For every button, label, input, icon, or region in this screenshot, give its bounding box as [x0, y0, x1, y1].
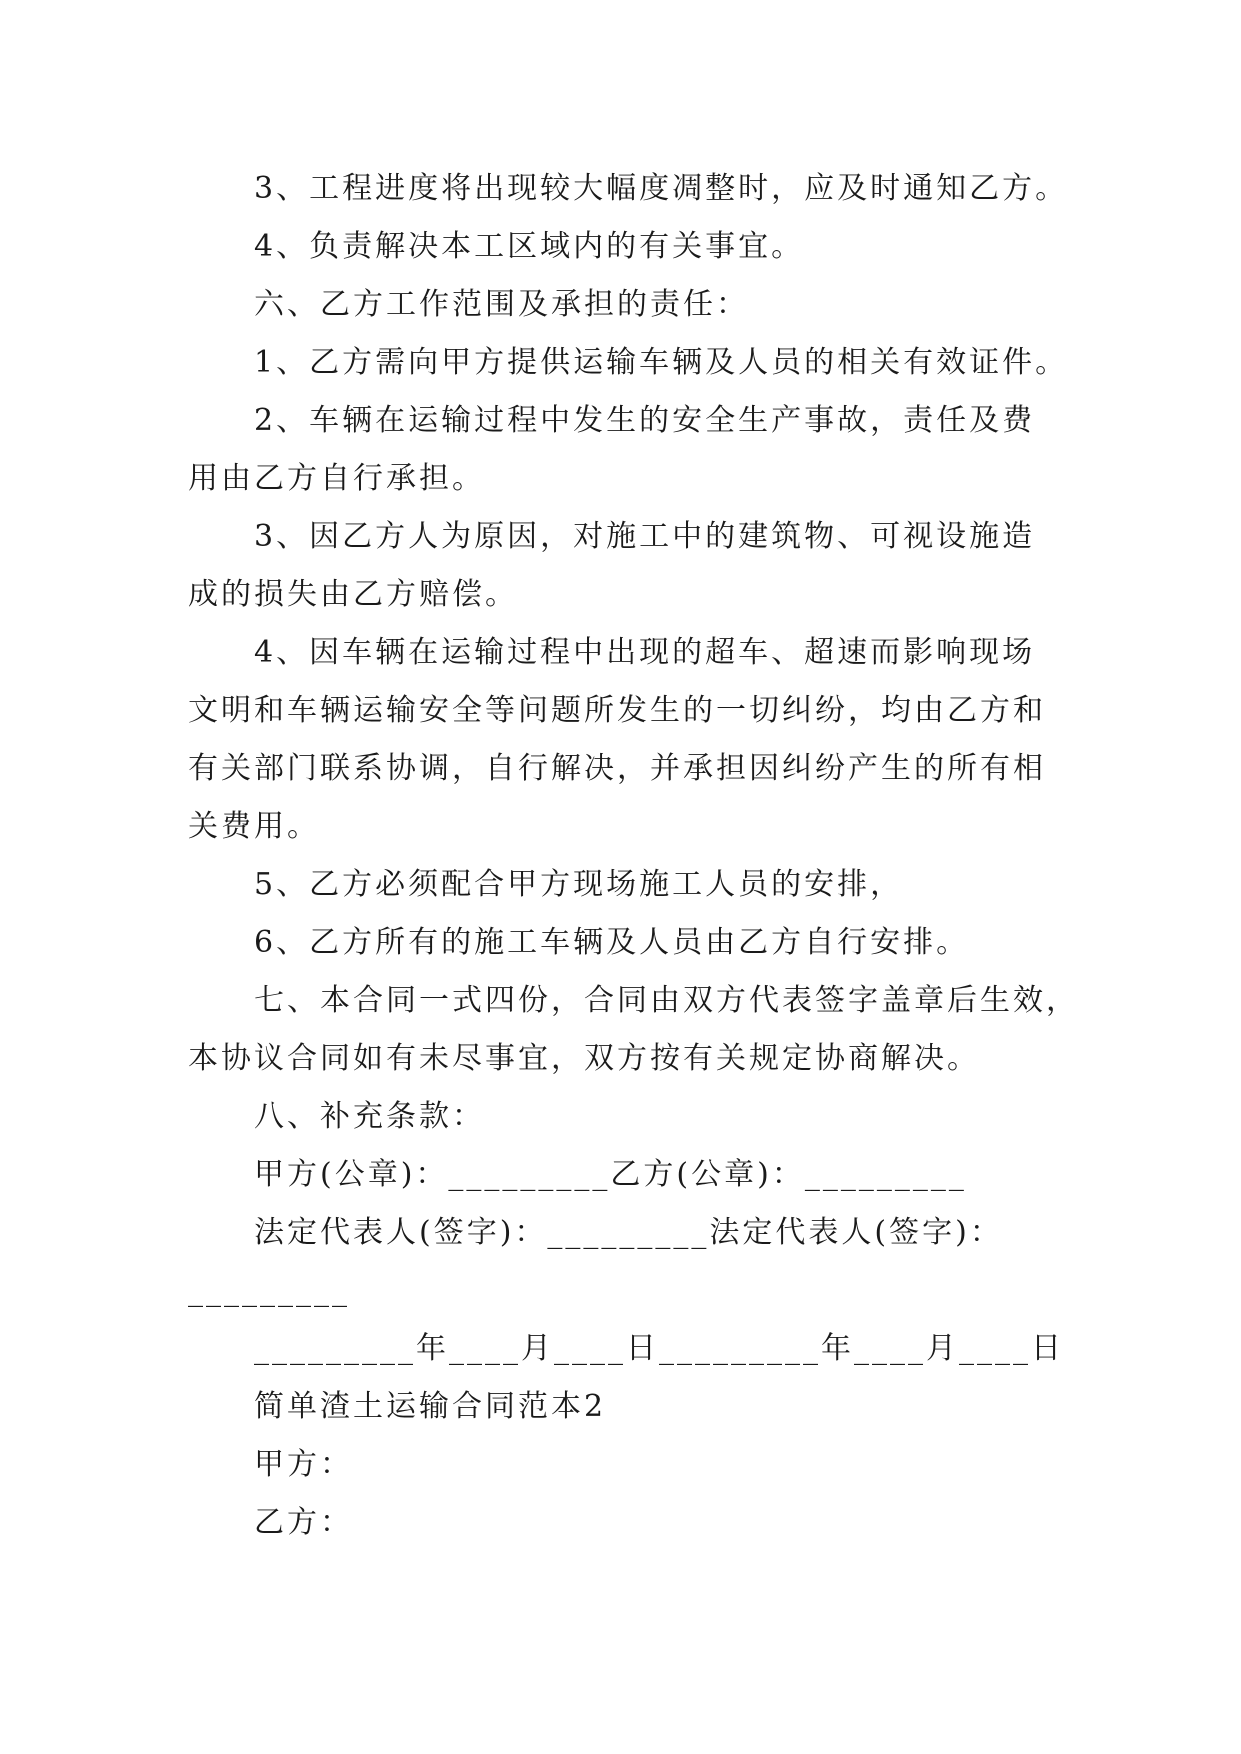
- clause-6-5-text: 5、乙方必须配合甲方现场施工人员的安排，: [254, 867, 904, 902]
- section-6-heading-text: 六、乙方工作范围及承担的责任：: [254, 287, 749, 322]
- clause-6-1-text: 1、乙方需向甲方提供运输车辆及人员的相关有效证件。: [254, 345, 1069, 380]
- clause-6-1: [188, 334, 1068, 392]
- clause-6-4-line-2: 文明和车辆运输安全等问题所发生的一切纠纷，均由乙方和: [188, 693, 1046, 728]
- party-a-label-text: 甲方：: [254, 1447, 353, 1482]
- clause-6-3: [188, 508, 1068, 624]
- date-line: [188, 1320, 1068, 1378]
- party-b-label: [188, 1494, 1068, 1552]
- clause-6-5: [188, 856, 1068, 914]
- signature-line: [188, 1204, 1068, 1320]
- section-6-heading: [188, 276, 1068, 334]
- template-2-title: [188, 1378, 1068, 1436]
- section-7: [188, 972, 1079, 1088]
- party-a-label: [188, 1436, 1068, 1494]
- seal-line-text: 甲方(公章)：_________乙方(公章)：_________: [254, 1157, 967, 1192]
- section-8-heading: [188, 1088, 1068, 1146]
- clause-6-2: [188, 392, 1068, 508]
- clause-5-4: [188, 218, 1068, 276]
- signature-line-2: _________: [188, 1273, 350, 1308]
- clause-6-6-text: 6、乙方所有的施工车辆及人员由乙方自行安排。: [254, 925, 970, 960]
- contract-body: [188, 160, 1079, 1552]
- section-7-line-1: 七、本合同一式四份，合同由双方代表签字盖章后生效，: [254, 983, 1079, 1018]
- date-line-text: _________年____月____日_________年____月____日: [254, 1331, 1064, 1366]
- clause-6-2-line-2: 用由乙方自行承担。: [188, 461, 485, 496]
- section-8-heading-text: 八、补充条款：: [254, 1099, 485, 1134]
- clause-6-4-line-3: 有关部门联系协调，自行解决，并承担因纠纷产生的所有相: [188, 751, 1046, 786]
- signature-line-1: 法定代表人(签字)：_________法定代表人(签字)：: [254, 1215, 1003, 1250]
- clause-6-3-line-2: 成的损失由乙方赔偿。: [188, 577, 518, 612]
- template-2-title-text: 简单渣土运输合同范本2: [254, 1389, 607, 1424]
- clause-6-4-line-1: 4、因车辆在运输过程中出现的超车、超速而影响现场: [254, 635, 1036, 670]
- clause-6-4-line-4: 关费用。: [188, 809, 320, 844]
- clause-5-3: [188, 160, 1068, 218]
- clause-6-6: [188, 914, 1068, 972]
- clause-5-3-text: 3、工程进度将出现较大幅度凋整时，应及时通知乙方。: [254, 171, 1069, 206]
- clause-6-3-line-1: 3、因乙方人为原因，对施工中的建筑物、可视设施造: [254, 519, 1036, 554]
- clause-5-4-text: 4、负责解决本工区域内的有关事宜。: [254, 229, 805, 264]
- seal-line: [188, 1146, 1068, 1204]
- party-b-label-text: 乙方：: [254, 1505, 353, 1540]
- clause-6-4: [188, 624, 1068, 856]
- clause-6-2-line-1: 2、车辆在运输过程中发生的安全生产事故，责任及费: [254, 403, 1036, 438]
- section-7-line-2: 本协议合同如有未尽事宜，双方按有关规定协商解决。: [188, 1041, 980, 1076]
